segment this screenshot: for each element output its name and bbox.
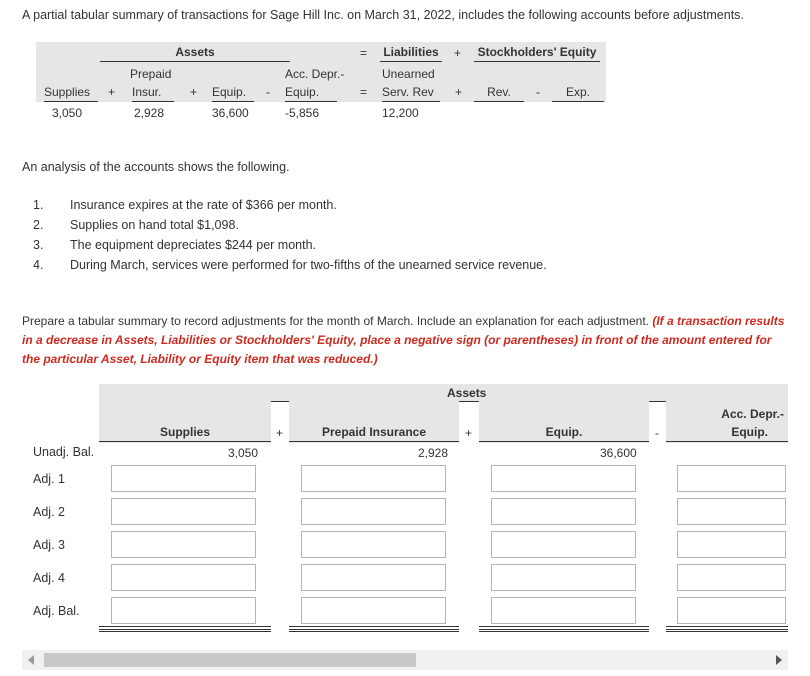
adj-assets-band (99, 384, 788, 401)
bal-underline-supplies (99, 626, 271, 632)
adj3-equip-input[interactable] (491, 531, 636, 558)
bal-underline-equip (479, 626, 649, 632)
adj4-prepaid-input[interactable] (301, 564, 446, 591)
summary-insur-value: 2,928 (134, 106, 165, 120)
row-label-adj2: Adj. 2 (33, 505, 65, 519)
analysis-num-2: 2. (33, 218, 44, 232)
adj-col-supplies: Supplies (99, 425, 271, 442)
adj-plus-1: + (276, 426, 284, 440)
summary-op-plus-3: + (455, 85, 463, 99)
row-label-adj3: Adj. 3 (33, 538, 65, 552)
row-label-adj4: Adj. 4 (33, 571, 65, 585)
adj4-supplies-input[interactable] (111, 564, 256, 591)
analysis-item-2: Supplies on hand total $1,098. (70, 218, 239, 232)
adj1-equip-input[interactable] (491, 465, 636, 492)
summary-accequip-col: Equip. (285, 85, 337, 102)
analysis-num-3: 3. (33, 238, 44, 252)
row-label-adj1: Adj. 1 (33, 472, 65, 486)
adj3-prepaid-input[interactable] (301, 531, 446, 558)
unadj-supplies: 3,050 (228, 446, 259, 460)
adj3-accdepr-input[interactable] (677, 531, 786, 558)
analysis-title: An analysis of the accounts shows the following. (22, 160, 290, 174)
adj-col-equip: Equip. (479, 425, 649, 442)
summary-exp-col: Exp. (552, 85, 604, 102)
adj2-equip-input[interactable] (491, 498, 636, 525)
adj2-supplies-input[interactable] (111, 498, 256, 525)
adj-col-accdepr-2: Equip. (666, 425, 788, 442)
row-label-unadj: Unadj. Bal. (33, 445, 95, 459)
adj3-supplies-input[interactable] (111, 531, 256, 558)
adj1-accdepr-input[interactable] (677, 465, 786, 492)
analysis-num-1: 1. (33, 198, 44, 212)
adjbal-equip-input[interactable] (491, 597, 636, 624)
summary-equip-col: Equip. (212, 85, 254, 102)
summary-servrev-col: Serv. Rev (382, 85, 440, 102)
adj-plus-2: + (465, 426, 473, 440)
analysis-num-4: 4. (33, 258, 44, 272)
adj-minus: - (655, 426, 659, 440)
adj-col-accdepr-1: Acc. Depr.- (721, 407, 784, 421)
summary-assets-header: Assets (100, 45, 290, 62)
summary-op-plus-2: + (190, 85, 198, 99)
adj-col-prepaid: Prepaid Insurance (289, 425, 459, 442)
summary-accdepr-value: -5,856 (285, 106, 320, 120)
summary-se-header: Stockholders' Equity (474, 45, 600, 62)
bal-underline-prepaid (289, 626, 459, 632)
scroll-thumb[interactable] (44, 653, 416, 667)
analysis-item-4: During March, services were performed for two-fifths of the unearned service revenue. (70, 258, 547, 272)
summary-op-plus-1: + (108, 85, 116, 99)
adj4-equip-input[interactable] (491, 564, 636, 591)
scroll-right-icon[interactable] (776, 655, 782, 665)
summary-equip-value: 36,600 (212, 106, 249, 120)
adj2-accdepr-input[interactable] (677, 498, 786, 525)
summary-supplies-value: 3,050 (52, 106, 83, 120)
analysis-item-3: The equipment depreciates $244 per month. (70, 238, 316, 252)
adjbal-accdepr-input[interactable] (677, 597, 786, 624)
summary-unearned-value: 12,200 (382, 106, 419, 120)
bal-underline-accdepr (666, 626, 788, 632)
summary-equals: = (360, 46, 368, 60)
summary-op-minus: - (266, 85, 270, 99)
adj2-prepaid-input[interactable] (301, 498, 446, 525)
summary-insur-col: Insur. (132, 85, 174, 102)
summary-prepaid-label: Prepaid (130, 67, 172, 81)
adjbal-supplies-input[interactable] (111, 597, 256, 624)
row-label-adjbal: Adj. Bal. (33, 604, 80, 618)
adj4-accdepr-input[interactable] (677, 564, 786, 591)
adjbal-prepaid-input[interactable] (301, 597, 446, 624)
summary-liabilities-header: Liabilities (380, 45, 442, 62)
summary-supplies-col: Supplies (44, 85, 98, 102)
unadj-prepaid: 2,928 (418, 446, 449, 460)
adj1-prepaid-input[interactable] (301, 465, 446, 492)
summary-unearned-label: Unearned (382, 67, 435, 81)
analysis-item-1: Insurance expires at the rate of $366 per month. (70, 198, 337, 212)
instructions (22, 312, 792, 369)
summary-op-minus-2: - (536, 85, 540, 99)
intro-text: A partial tabular summary of transactions for Sage Hill Inc. on March 31, 2022, includes the following accounts before adjustments. (22, 8, 744, 22)
summary-accdepr-label: Acc. Depr.- (285, 67, 345, 81)
adj-assets-header: Assets (447, 386, 487, 400)
horizontal-scrollbar[interactable] (22, 650, 788, 670)
instructions-red: (If a transaction results in a decrease in Assets, Liabilities or Stockholders' Equity, place a negative sign (or parentheses) in front of the amount entered for the particular Asset, Liability or Equity item that was reduced.) (22, 314, 785, 366)
summary-equals-2: = (360, 85, 368, 99)
summary-plus: + (454, 46, 462, 60)
scroll-left-icon[interactable] (28, 655, 34, 665)
instructions-plain: Prepare a tabular summary to record adjustments for the month of March. Include an explanation for each adjustment. (22, 314, 653, 328)
summary-rev-col: Rev. (474, 85, 524, 102)
unadj-equip: 36,600 (600, 446, 637, 460)
adj1-supplies-input[interactable] (111, 465, 256, 492)
